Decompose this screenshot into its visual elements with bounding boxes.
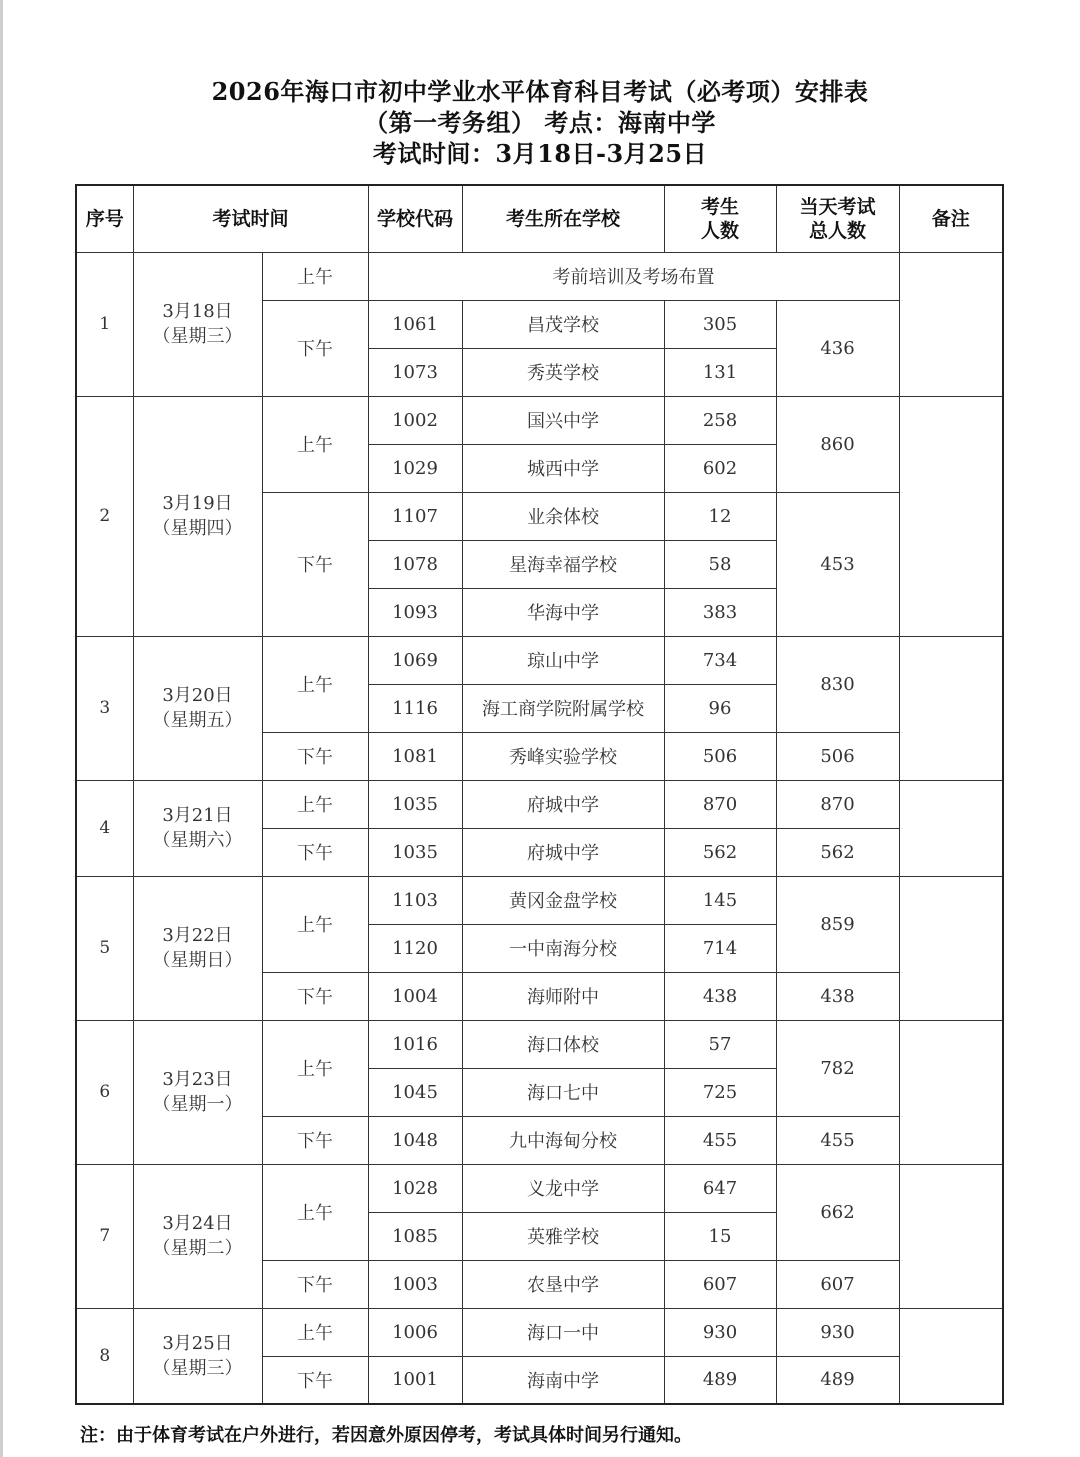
table-row <box>76 780 1003 828</box>
remark-cell <box>899 1020 1003 1164</box>
student-count-cell: 489 <box>664 1356 776 1404</box>
session-cell: 下午 <box>262 828 368 876</box>
date-cell <box>133 1308 262 1404</box>
title-line-3: 考试时间：3月18日-3月25日 <box>372 139 708 168</box>
table-row <box>76 252 1003 300</box>
day-total-cell: 662 <box>776 1164 899 1260</box>
weekday-text: （星期六） <box>152 830 243 851</box>
scan-edge <box>0 0 3 1457</box>
day-total-cell: 830 <box>776 636 899 732</box>
school-code-cell: 1116 <box>368 684 462 732</box>
date-cell <box>133 876 262 1020</box>
day-total-cell: 506 <box>776 732 899 780</box>
day-total-cell: 859 <box>776 876 899 972</box>
header-total-line2: 总人数 <box>808 219 866 242</box>
day-total-cell: 782 <box>776 1020 899 1116</box>
student-count-cell: 438 <box>664 972 776 1020</box>
school-code-cell: 1001 <box>368 1356 462 1404</box>
session-cell: 下午 <box>262 1260 368 1308</box>
weekday-text: （星期一） <box>152 1094 243 1115</box>
seq-cell: 2 <box>76 396 133 636</box>
school-name-cell: 九中海甸分校 <box>462 1116 664 1164</box>
student-count-cell: 305 <box>664 300 776 348</box>
seq-cell: 5 <box>76 876 133 1020</box>
date-text: 3月23日 <box>162 1069 233 1090</box>
student-count-cell: 607 <box>664 1260 776 1308</box>
session-cell: 上午 <box>262 1020 368 1116</box>
title-line-1: 2026年海口市初中学业水平体育科目考试（必考项）安排表 <box>211 77 869 106</box>
session-cell: 上午 <box>262 876 368 972</box>
header-row <box>76 185 1003 252</box>
header-code: 学校代码 <box>368 185 462 252</box>
remark-cell <box>899 1308 1003 1404</box>
weekday-text: （星期三） <box>152 326 243 347</box>
school-code-cell: 1006 <box>368 1308 462 1356</box>
school-code-cell: 1003 <box>368 1260 462 1308</box>
student-count-cell: 58 <box>664 540 776 588</box>
session-cell: 上午 <box>262 636 368 732</box>
header-count-line1: 考生 <box>700 195 739 218</box>
student-count-cell: 145 <box>664 876 776 924</box>
school-name-cell: 秀英学校 <box>462 348 664 396</box>
remark-cell <box>899 876 1003 1020</box>
session-cell: 下午 <box>262 300 368 396</box>
title-line-2: （第一考务组） 考点：海南中学 <box>364 108 716 137</box>
school-name-cell: 一中南海分校 <box>462 924 664 972</box>
weekday-text: （星期三） <box>152 1357 243 1379</box>
school-code-cell: 1002 <box>368 396 462 444</box>
seq-cell: 3 <box>76 636 133 780</box>
header-school: 考生所在学校 <box>462 185 664 252</box>
school-name-cell: 农垦中学 <box>462 1260 664 1308</box>
school-code-cell: 1016 <box>368 1020 462 1068</box>
session-cell: 下午 <box>262 1356 368 1404</box>
session-cell: 下午 <box>262 492 368 636</box>
date-cell <box>133 636 262 780</box>
school-code-cell: 1107 <box>368 492 462 540</box>
seq-cell: 6 <box>76 1020 133 1164</box>
school-name-cell: 海工商学院附属学校 <box>462 684 664 732</box>
school-code-cell: 1035 <box>368 828 462 876</box>
session-cell: 上午 <box>262 1164 368 1260</box>
day-total-cell: 860 <box>776 396 899 492</box>
session-cell: 上午 <box>262 396 368 492</box>
header-count-line2: 人数 <box>700 219 739 242</box>
school-name-cell: 秀峰实验学校 <box>462 732 664 780</box>
school-name-cell: 府城中学 <box>462 828 664 876</box>
student-count-cell: 714 <box>664 924 776 972</box>
school-code-cell: 1093 <box>368 588 462 636</box>
school-code-cell: 1048 <box>368 1116 462 1164</box>
schedule-table <box>75 184 1004 1405</box>
school-name-cell: 海师附中 <box>462 972 664 1020</box>
school-name-cell: 昌茂学校 <box>462 300 664 348</box>
footnote: 注：由于体育考试在户外进行，若因意外原因停考，考试具体时间另行通知。 <box>80 1425 692 1446</box>
school-code-cell: 1073 <box>368 348 462 396</box>
day-total-cell: 453 <box>776 492 899 636</box>
day-total-cell: 455 <box>776 1116 899 1164</box>
student-count-cell: 15 <box>664 1212 776 1260</box>
school-code-cell: 1045 <box>368 1068 462 1116</box>
date-text: 3月22日 <box>162 925 233 946</box>
table-row <box>76 1164 1003 1212</box>
seq-cell: 7 <box>76 1164 133 1308</box>
seq-cell: 8 <box>76 1308 133 1404</box>
student-count-cell: 734 <box>664 636 776 684</box>
session-cell: 下午 <box>262 972 368 1020</box>
student-count-cell: 12 <box>664 492 776 540</box>
date-cell <box>133 780 262 876</box>
session-cell: 上午 <box>262 780 368 828</box>
school-code-cell: 1081 <box>368 732 462 780</box>
student-count-cell: 602 <box>664 444 776 492</box>
school-name-cell: 府城中学 <box>462 780 664 828</box>
school-code-cell: 1004 <box>368 972 462 1020</box>
student-count-cell: 930 <box>664 1308 776 1356</box>
weekday-text: （星期四） <box>152 518 243 539</box>
seq-cell: 1 <box>76 252 133 396</box>
remark-cell <box>899 252 1003 396</box>
school-name-cell: 黄冈金盘学校 <box>462 876 664 924</box>
student-count-cell: 96 <box>664 684 776 732</box>
weekday-text: （星期日） <box>152 950 243 971</box>
day-total-cell: 562 <box>776 828 899 876</box>
table-row <box>76 1020 1003 1068</box>
am-note-cell: 考前培训及考场布置 <box>368 252 899 300</box>
school-name-cell: 海南中学 <box>462 1356 664 1404</box>
day-total-cell: 870 <box>776 780 899 828</box>
school-name-cell: 城西中学 <box>462 444 664 492</box>
school-code-cell: 1103 <box>368 876 462 924</box>
school-code-cell: 1085 <box>368 1212 462 1260</box>
school-code-cell: 1035 <box>368 780 462 828</box>
school-code-cell: 1069 <box>368 636 462 684</box>
school-code-cell: 1061 <box>368 300 462 348</box>
student-count-cell: 870 <box>664 780 776 828</box>
date-text: 3月25日 <box>162 1332 233 1354</box>
date-cell <box>133 1164 262 1308</box>
table-row <box>76 636 1003 684</box>
student-count-cell: 258 <box>664 396 776 444</box>
header-time: 考试时间 <box>133 185 368 252</box>
remark-cell <box>899 780 1003 876</box>
school-name-cell: 海口体校 <box>462 1020 664 1068</box>
header-total-line1: 当天考试 <box>799 195 876 218</box>
header-remark: 备注 <box>899 185 1003 252</box>
student-count-cell: 725 <box>664 1068 776 1116</box>
remark-cell <box>899 1164 1003 1308</box>
school-code-cell: 1028 <box>368 1164 462 1212</box>
school-name-cell: 海口七中 <box>462 1068 664 1116</box>
school-name-cell: 业余体校 <box>462 492 664 540</box>
weekday-text: （星期五） <box>152 710 243 731</box>
date-cell <box>133 252 262 396</box>
date-text: 3月21日 <box>162 805 233 826</box>
date-text: 3月19日 <box>162 493 233 514</box>
table-row <box>76 1308 1003 1356</box>
document-title <box>0 76 1080 169</box>
student-count-cell: 383 <box>664 588 776 636</box>
student-count-cell: 455 <box>664 1116 776 1164</box>
student-count-cell: 562 <box>664 828 776 876</box>
header-seq: 序号 <box>76 185 133 252</box>
session-cell: 上午 <box>262 1308 368 1356</box>
school-code-cell: 1078 <box>368 540 462 588</box>
date-cell <box>133 1020 262 1164</box>
seq-cell: 4 <box>76 780 133 876</box>
day-total-cell: 489 <box>776 1356 899 1404</box>
date-text: 3月20日 <box>162 685 233 706</box>
day-total-cell: 930 <box>776 1308 899 1356</box>
student-count-cell: 131 <box>664 348 776 396</box>
date-text: 3月18日 <box>162 301 233 322</box>
school-name-cell: 义龙中学 <box>462 1164 664 1212</box>
session-cell: 上午 <box>262 252 368 300</box>
date-cell <box>133 396 262 636</box>
school-name-cell: 华海中学 <box>462 588 664 636</box>
remark-cell <box>899 396 1003 636</box>
school-name-cell: 星海幸福学校 <box>462 540 664 588</box>
header-count <box>664 185 776 252</box>
session-cell: 下午 <box>262 732 368 780</box>
weekday-text: （星期二） <box>152 1238 243 1259</box>
remark-cell <box>899 636 1003 780</box>
table-row <box>76 396 1003 444</box>
school-name-cell: 英雅学校 <box>462 1212 664 1260</box>
day-total-cell: 438 <box>776 972 899 1020</box>
table-row <box>76 876 1003 924</box>
school-name-cell: 琼山中学 <box>462 636 664 684</box>
school-name-cell: 海口一中 <box>462 1308 664 1356</box>
student-count-cell: 506 <box>664 732 776 780</box>
school-code-cell: 1120 <box>368 924 462 972</box>
school-code-cell: 1029 <box>368 444 462 492</box>
date-text: 3月24日 <box>162 1213 233 1234</box>
day-total-cell: 607 <box>776 1260 899 1308</box>
session-cell: 下午 <box>262 1116 368 1164</box>
day-total-cell: 436 <box>776 300 899 396</box>
school-name-cell: 国兴中学 <box>462 396 664 444</box>
student-count-cell: 57 <box>664 1020 776 1068</box>
header-day-total <box>776 185 899 252</box>
student-count-cell: 647 <box>664 1164 776 1212</box>
